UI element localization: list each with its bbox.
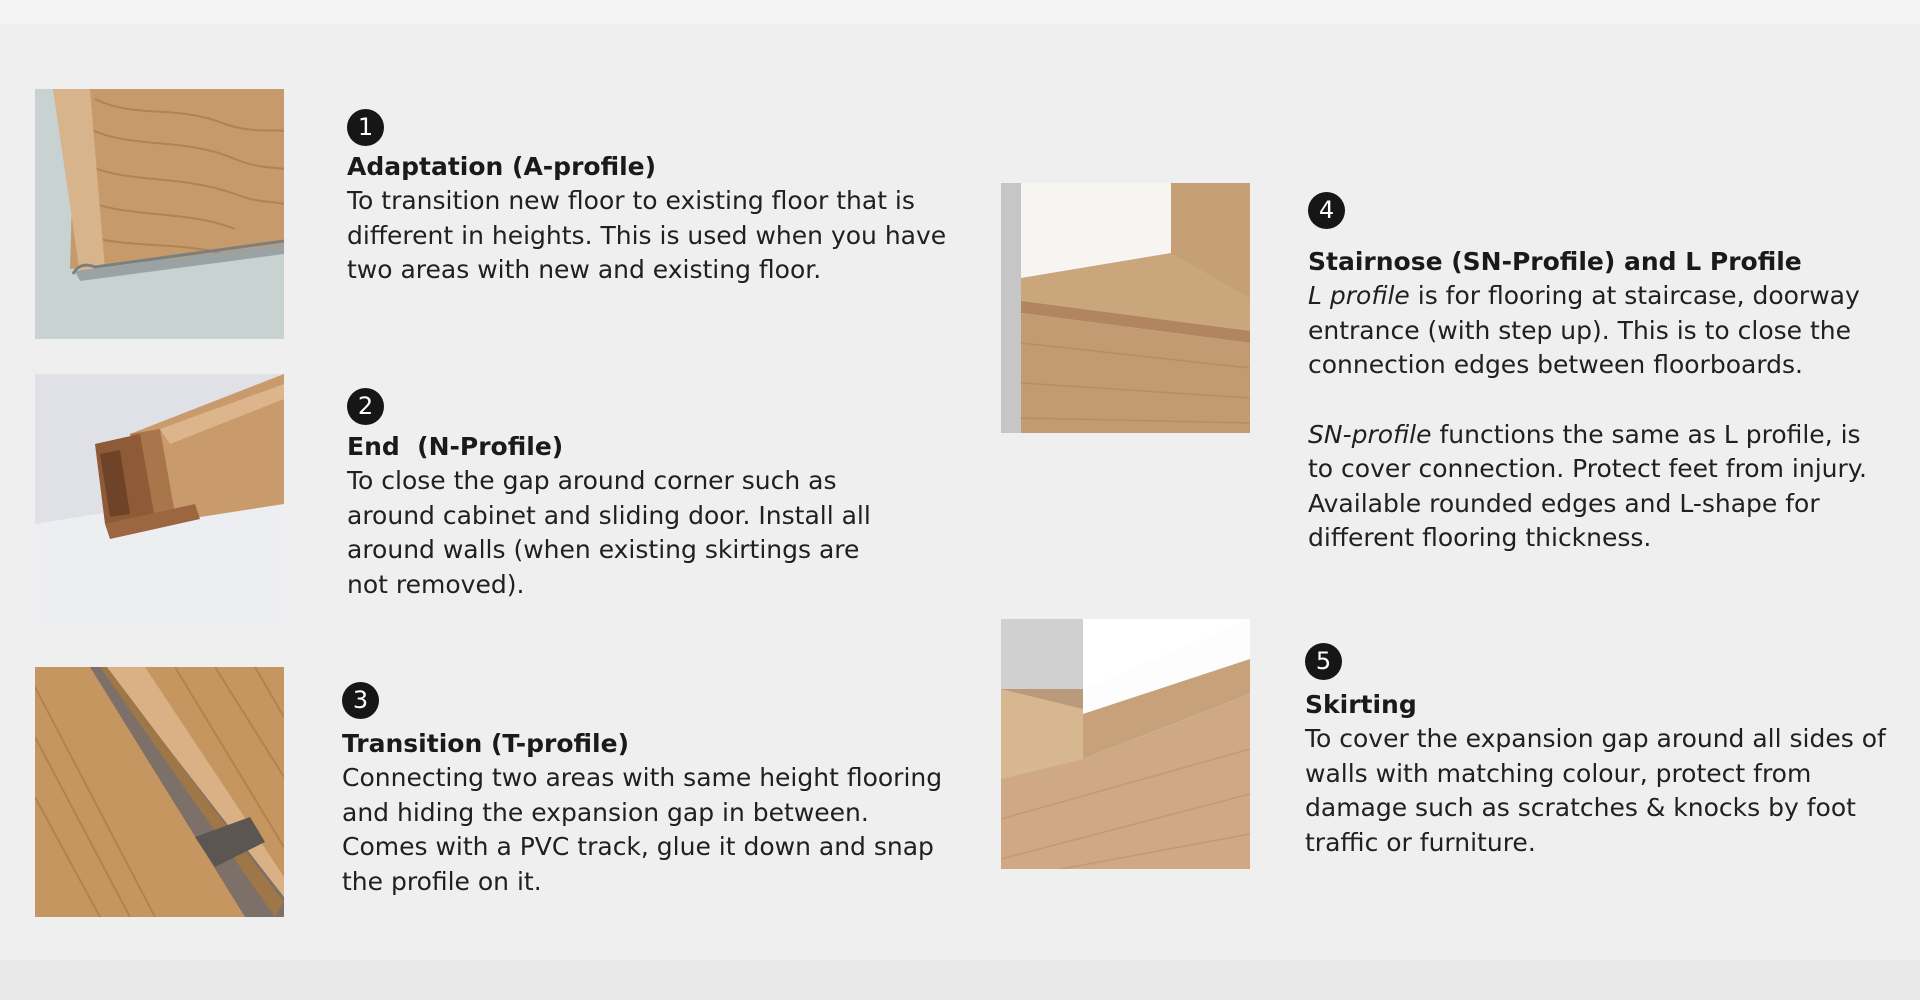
item-2-line-3: around walls (when existing skirtings are (347, 535, 860, 564)
item-1-line-1: To transition new floor to existing floor that is (347, 186, 915, 215)
item-2-line-4: not removed). (347, 569, 525, 599)
item-3-line-2: and hiding the expansion gap in between. (342, 797, 869, 827)
item-5-line-4: traffic or furniture. (1305, 827, 1536, 857)
item-5-line-3: damage such as scratches & knocks by foot (1305, 793, 1856, 822)
item-1-title: Adaptation (A-profile) (347, 152, 657, 181)
item-4-para2-line-4: different flooring thickness. (1308, 523, 1652, 552)
a-profile-image (35, 89, 284, 339)
item-3-block (342, 682, 942, 899)
item-3-badge: 3 (342, 682, 379, 719)
item-3-title: Transition (T-profile) (342, 729, 630, 758)
sn-profile-term: SN-profile (1308, 419, 1432, 449)
item-5-line-2: walls with matching colour, protect from (1305, 758, 1812, 788)
item-5-block (1305, 643, 1886, 860)
l-profile-term: L profile (1308, 281, 1410, 310)
item-4-para2-line-2: to cover connection. Protect feet from injury. (1308, 454, 1867, 483)
top-band (0, 0, 1920, 24)
item-5-title: Skirting (1305, 690, 1417, 719)
item-4-para1-line-3: connection edges between floorboards. (1308, 350, 1803, 379)
item-2-line-1: To close the gap around corner such as (347, 466, 837, 495)
bottom-band (0, 960, 1920, 1000)
item-3-line-4: the profile on it. (342, 866, 542, 896)
stairnose-image (1001, 183, 1250, 433)
item-2-badge: 2 (347, 388, 384, 425)
n-profile-image (35, 374, 284, 624)
item-4-block (1308, 192, 1867, 556)
item-1-line-3: two areas with new and existing floor. (347, 255, 822, 284)
item-3-line-1: Connecting two areas with same height flooring (342, 763, 943, 792)
item-4-para2-line-3: Available rounded edges and L-shape for (1308, 488, 1820, 518)
item-5-badge: 5 (1305, 643, 1342, 680)
item-4-badge: 4 (1308, 192, 1345, 229)
item-1-block (347, 109, 946, 288)
item-1-badge: 1 (347, 109, 384, 146)
skirting-image (1001, 619, 1250, 869)
item-4-para1-line-2: entrance (with step up). This is to close the (1308, 315, 1852, 345)
item-2-line-2: around cabinet and sliding door. Install all (347, 500, 871, 530)
item-4-title: Stairnose (SN-Profile) and L Profile (1308, 247, 1802, 276)
item-2-title: End (N-Profile) (347, 432, 564, 461)
item-4-para1-line-1: L profile is for flooring at staircase, doorway (1308, 281, 1860, 310)
item-3-line-3: Comes with a PVC track, glue it down and snap (342, 832, 934, 861)
t-profile-image (35, 667, 284, 917)
item-5-line-1: To cover the expansion gap around all sides of (1305, 724, 1886, 753)
item-2-block (347, 388, 871, 602)
item-4-para2-line-1: SN-profile functions the same as L profile, is (1308, 419, 1861, 449)
item-1-line-2: different in heights. This is used when you have (347, 220, 947, 250)
